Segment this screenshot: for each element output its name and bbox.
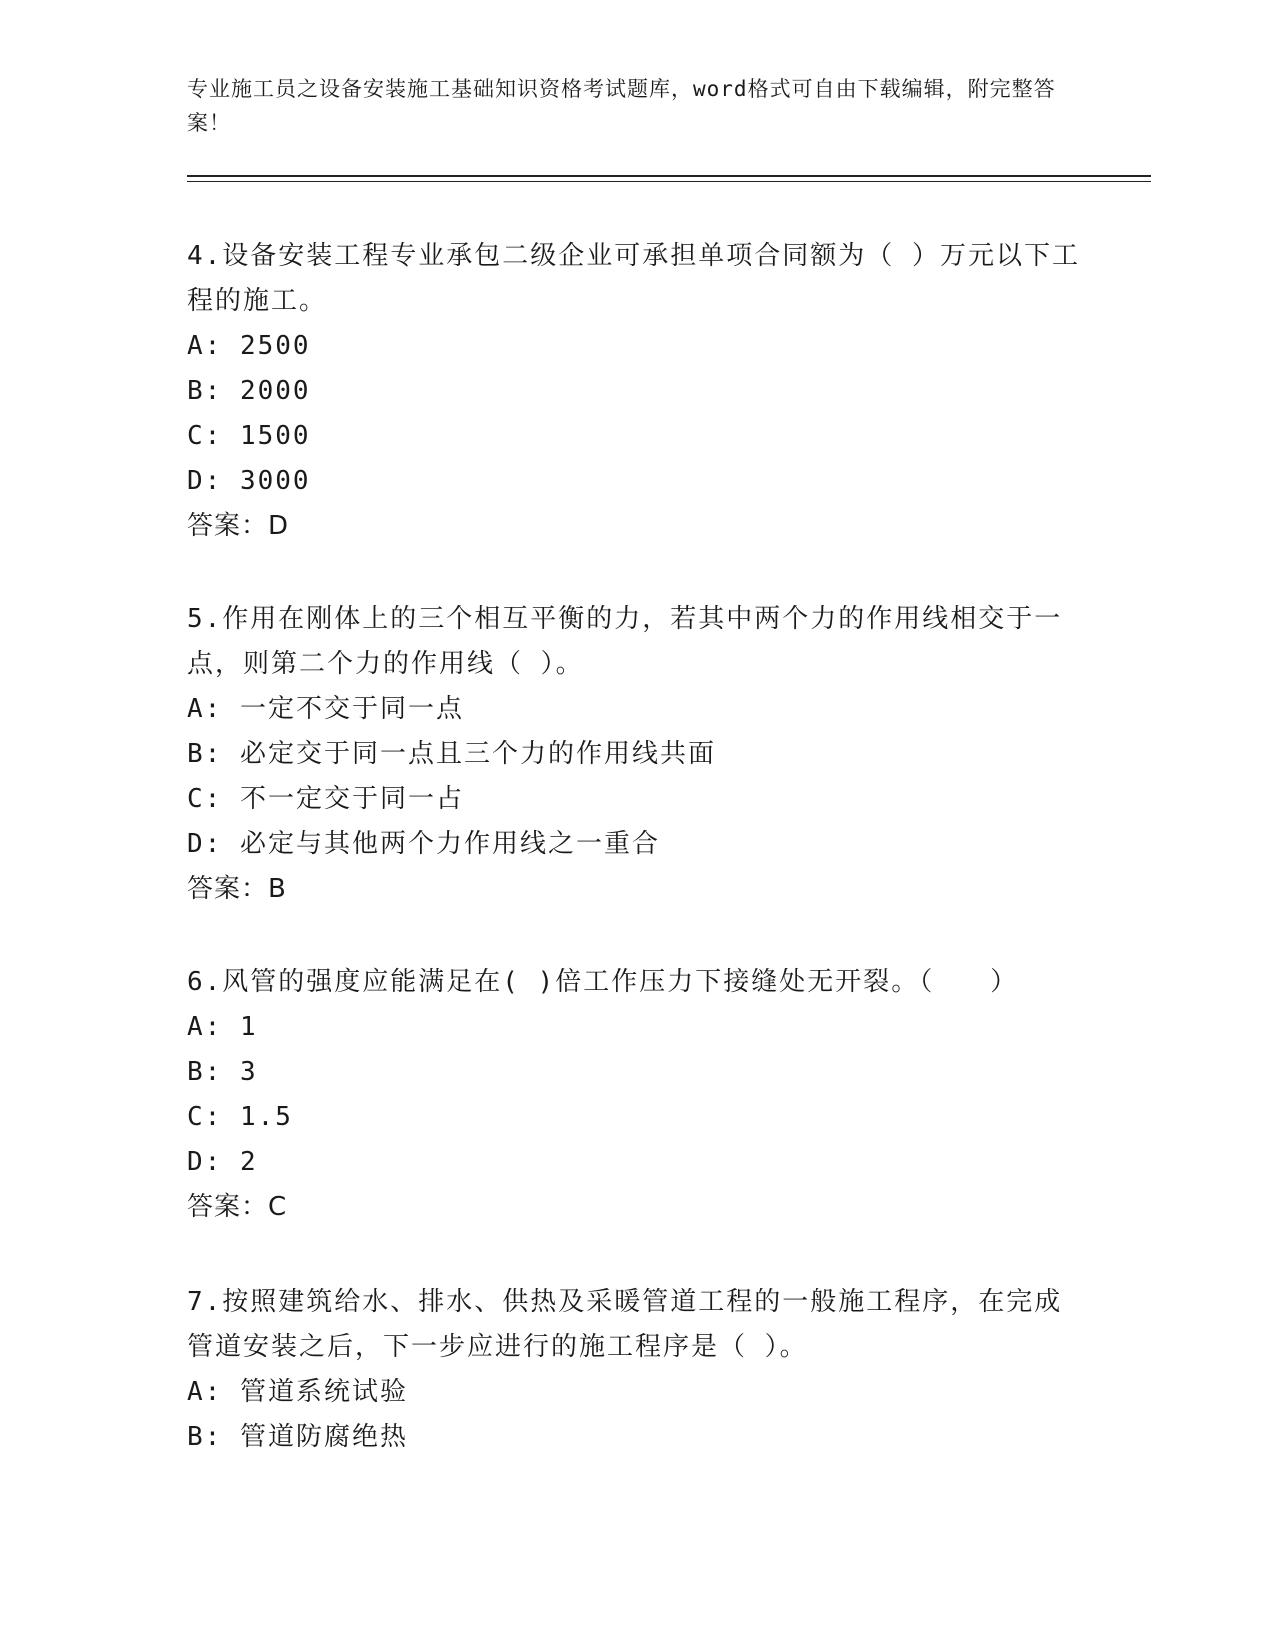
document-header (187, 72, 1087, 140)
option-d (187, 459, 1087, 504)
option-value: 2500 (239, 331, 311, 361)
question-text: 7.按照建筑给水、排水、供热及采暖管道工程的一般施工程序，在完成管道安装之后，下一步应进行的施工程序是（ ）。 (187, 1287, 1063, 1362)
option-b (187, 369, 1087, 414)
option-key: B: (187, 1057, 223, 1087)
option-c (187, 777, 1087, 822)
option-a (187, 687, 1087, 732)
header-text: 专业施工员之设备安装施工基础知识资格考试题库，word格式可自由下载编辑，附完整答案！ (187, 77, 1056, 135)
question-4 (187, 234, 1087, 549)
answer-line: 答案：D (187, 511, 290, 541)
option-key: C: (187, 1102, 223, 1132)
option-value: 1 (239, 1012, 258, 1042)
option-value: 1.5 (239, 1102, 293, 1132)
option-a (187, 324, 1087, 369)
option-key: B: (187, 376, 223, 406)
option-c (187, 1095, 1087, 1140)
option-key: A: (187, 694, 223, 724)
option-value: 必定交于同一点且三个力的作用线共面 (239, 739, 716, 769)
question-text: 6.风管的强度应能满足在( )倍工作压力下接缝处无开裂。（ ） (187, 967, 1019, 997)
option-value: 必定与其他两个力作用线之一重合 (239, 829, 660, 859)
question-text: 5.作用在刚体上的三个相互平衡的力，若其中两个力的作用线相交于一点，则第二个力的作用线（ ）。 (187, 604, 1063, 679)
option-key: D: (187, 829, 223, 859)
option-key: D: (187, 466, 223, 496)
option-value: 3000 (239, 466, 311, 496)
option-c (187, 414, 1087, 459)
question-6 (187, 960, 1087, 1230)
header-divider-thick (187, 175, 1151, 177)
answer-line: 答案：B (187, 874, 287, 904)
option-d (187, 1140, 1087, 1185)
option-value: 2 (239, 1147, 258, 1177)
option-b (187, 732, 1087, 777)
option-b (187, 1415, 1087, 1460)
option-key: B: (187, 1422, 223, 1452)
option-b (187, 1050, 1087, 1095)
header-divider-thin (187, 181, 1151, 182)
option-value: 不一定交于同一占 (239, 784, 464, 814)
option-value: 1500 (239, 421, 311, 451)
option-key: C: (187, 421, 223, 451)
question-7 (187, 1280, 1087, 1460)
question-5 (187, 597, 1087, 912)
option-key: A: (187, 331, 223, 361)
option-value: 3 (239, 1057, 258, 1087)
option-key: A: (187, 1377, 223, 1407)
option-value: 管道系统试验 (239, 1377, 408, 1407)
option-key: D: (187, 1147, 223, 1177)
option-value: 2000 (239, 376, 311, 406)
option-key: C: (187, 784, 223, 814)
option-a (187, 1005, 1087, 1050)
option-key: B: (187, 739, 223, 769)
option-value: 一定不交于同一点 (239, 694, 464, 724)
option-d (187, 822, 1087, 867)
option-value: 管道防腐绝热 (239, 1422, 408, 1452)
question-text: 4.设备安装工程专业承包二级企业可承担单项合同额为（ ）万元以下工程的施工。 (187, 241, 1080, 316)
option-a (187, 1370, 1087, 1415)
option-key: A: (187, 1012, 223, 1042)
answer-line: 答案：C (187, 1192, 288, 1222)
